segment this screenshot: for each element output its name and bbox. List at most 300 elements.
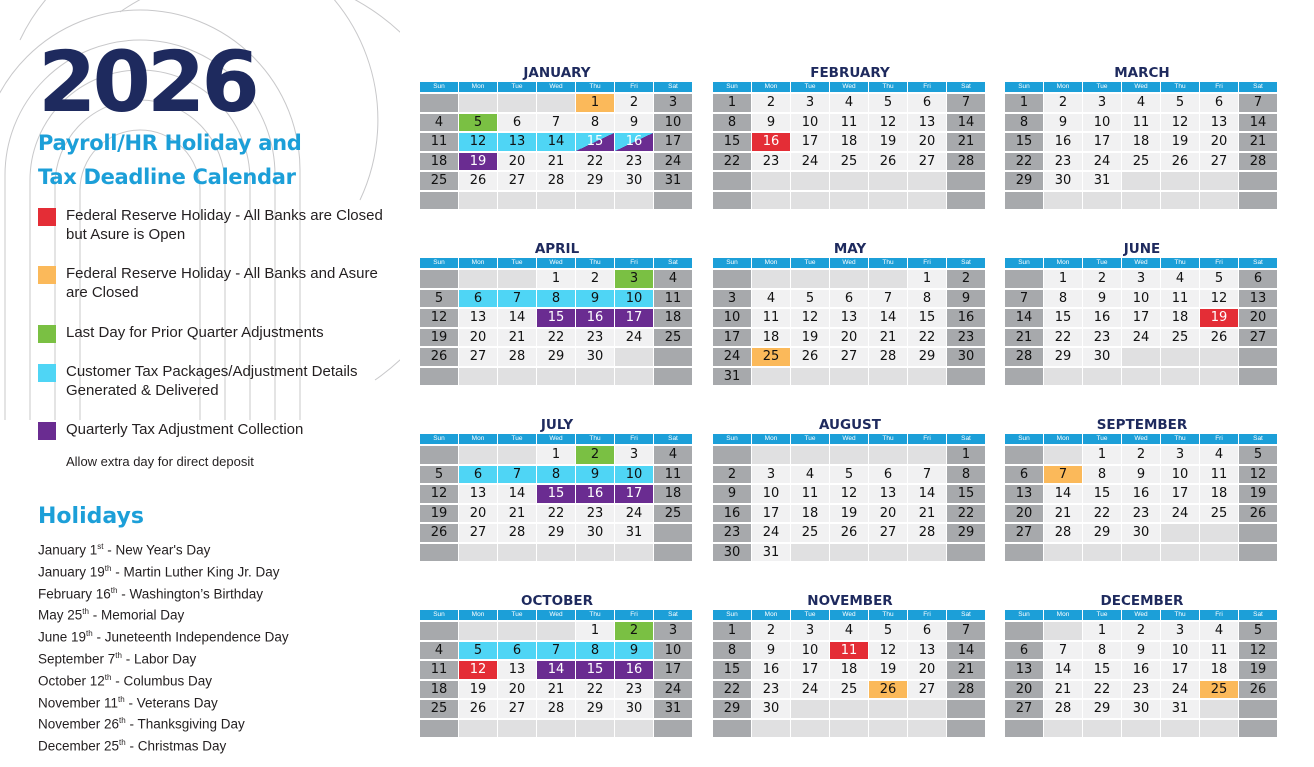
day-cell: 26 <box>1239 505 1277 523</box>
day-cell: 14 <box>1044 661 1082 679</box>
weekday-header: Thu <box>576 434 614 444</box>
day-cell: 17 <box>752 505 790 523</box>
empty-day-cell <box>654 544 692 562</box>
day-cell: 26 <box>459 172 497 190</box>
day-cell: 1 <box>576 94 614 112</box>
day-cell: 15 <box>1083 661 1121 679</box>
empty-day-cell <box>654 368 692 386</box>
day-cell: 22 <box>576 153 614 171</box>
day-cell: 2 <box>1122 622 1160 640</box>
day-cell: 26 <box>459 700 497 718</box>
empty-day-cell <box>459 368 497 386</box>
day-cell: 21 <box>537 153 575 171</box>
year-title: 2026 <box>38 33 256 131</box>
month-title: AUGUST <box>819 417 881 433</box>
day-cell: 16 <box>1044 133 1082 151</box>
day-cell: 28 <box>908 524 946 542</box>
day-cell: 15 <box>576 133 614 151</box>
weekday-header: Mon <box>459 610 497 620</box>
day-cell: 1 <box>947 446 985 464</box>
empty-day-cell <box>830 368 868 386</box>
weekday-header: Wed <box>1122 434 1160 444</box>
day-cell: 16 <box>615 133 653 151</box>
day-cell: 28 <box>947 153 985 171</box>
day-cell: 4 <box>420 642 458 660</box>
day-cell: 8 <box>537 290 575 308</box>
empty-day-cell <box>791 192 829 210</box>
empty-day-cell <box>752 270 790 288</box>
day-cell: 16 <box>1122 485 1160 503</box>
weekday-header: Sun <box>713 610 751 620</box>
weekday-header: Thu <box>869 610 907 620</box>
day-cell: 14 <box>1005 309 1043 327</box>
empty-day-cell <box>1044 446 1082 464</box>
empty-day-cell <box>498 192 536 210</box>
empty-day-cell <box>908 446 946 464</box>
day-cell: 12 <box>420 485 458 503</box>
day-cell: 8 <box>1083 642 1121 660</box>
day-cell: 1 <box>1083 446 1121 464</box>
empty-day-cell <box>1161 172 1199 190</box>
day-cell: 29 <box>947 524 985 542</box>
empty-day-cell <box>1200 720 1238 738</box>
holiday-item <box>38 690 289 712</box>
empty-day-cell <box>752 720 790 738</box>
empty-day-cell <box>830 700 868 718</box>
day-cell: 26 <box>1239 681 1277 699</box>
legend-item-orange <box>38 264 384 302</box>
weekday-header: Mon <box>459 82 497 92</box>
day-cell: 6 <box>459 290 497 308</box>
month-title: MAY <box>833 241 867 257</box>
day-cell: 2 <box>615 622 653 640</box>
day-cell: 3 <box>752 466 790 484</box>
day-cell: 7 <box>537 642 575 660</box>
empty-day-cell <box>1005 192 1043 210</box>
empty-day-cell <box>576 544 614 562</box>
day-cell: 29 <box>1083 524 1121 542</box>
day-cell: 1 <box>713 622 751 640</box>
day-cell: 21 <box>947 661 985 679</box>
empty-day-cell <box>498 368 536 386</box>
day-cell: 30 <box>576 524 614 542</box>
day-cell: 21 <box>1044 681 1082 699</box>
day-cell: 23 <box>947 329 985 347</box>
weekday-header: Fri <box>908 610 946 620</box>
month-title: JUNE <box>1123 241 1161 257</box>
day-cell: 8 <box>908 290 946 308</box>
day-cell: 21 <box>947 133 985 151</box>
weekday-header: Tue <box>498 610 536 620</box>
day-cell: 6 <box>1239 270 1277 288</box>
month-title: OCTOBER <box>521 593 593 609</box>
day-cell: 7 <box>908 466 946 484</box>
empty-day-cell <box>791 720 829 738</box>
day-cell: 30 <box>1083 348 1121 366</box>
holiday-date-suffix: th <box>119 716 126 726</box>
empty-day-cell <box>713 192 751 210</box>
holiday-date-suffix: th <box>118 694 125 704</box>
day-cell: 21 <box>1044 505 1082 523</box>
weekday-header: Tue <box>1083 258 1121 268</box>
day-cell: 5 <box>830 466 868 484</box>
legend-note: Allow extra day for direct deposit <box>66 454 254 469</box>
day-cell: 22 <box>1044 329 1082 347</box>
day-cell: 2 <box>615 94 653 112</box>
day-cell: 2 <box>1044 94 1082 112</box>
weekday-header: Fri <box>908 258 946 268</box>
day-cell: 3 <box>1161 622 1199 640</box>
weekday-header: Thu <box>869 82 907 92</box>
month-day-grid <box>713 82 985 209</box>
day-cell: 26 <box>1200 329 1238 347</box>
day-cell: 19 <box>1239 485 1277 503</box>
empty-day-cell <box>947 368 985 386</box>
day-cell: 11 <box>1161 290 1199 308</box>
empty-day-cell <box>459 720 497 738</box>
day-cell: 12 <box>1161 114 1199 132</box>
day-cell: 20 <box>869 505 907 523</box>
day-cell: 19 <box>420 329 458 347</box>
holiday-item <box>38 668 289 690</box>
empty-day-cell <box>713 172 751 190</box>
day-cell: 15 <box>1044 309 1082 327</box>
empty-day-cell <box>1161 192 1199 210</box>
day-cell: 9 <box>1122 642 1160 660</box>
day-cell: 14 <box>1044 485 1082 503</box>
weekday-header: Sat <box>1239 82 1277 92</box>
holiday-date: September 7 <box>38 651 116 667</box>
day-cell: 6 <box>908 94 946 112</box>
day-cell: 15 <box>908 309 946 327</box>
day-cell: 18 <box>752 329 790 347</box>
day-cell: 9 <box>615 114 653 132</box>
weekday-header: Tue <box>1083 82 1121 92</box>
empty-day-cell <box>537 192 575 210</box>
weekday-header: Sun <box>1005 610 1043 620</box>
empty-day-cell <box>1122 720 1160 738</box>
day-cell: 19 <box>1200 309 1238 327</box>
empty-day-cell <box>1161 348 1199 366</box>
legend-label: Federal Reserve Holiday - All Banks are Closed but Asure is Open <box>66 207 383 243</box>
day-cell: 4 <box>654 270 692 288</box>
day-cell: 3 <box>1122 270 1160 288</box>
day-cell: 30 <box>752 700 790 718</box>
weekday-header: Wed <box>537 434 575 444</box>
day-cell: 6 <box>1005 466 1043 484</box>
empty-day-cell <box>947 172 985 190</box>
day-cell: 16 <box>947 309 985 327</box>
day-cell: 27 <box>459 524 497 542</box>
day-cell: 22 <box>908 329 946 347</box>
day-cell: 24 <box>1161 681 1199 699</box>
day-cell: 23 <box>1122 505 1160 523</box>
weekday-header: Sun <box>1005 258 1043 268</box>
empty-day-cell <box>420 720 458 738</box>
day-cell: 27 <box>498 172 536 190</box>
day-cell: 7 <box>1044 642 1082 660</box>
month-day-grid <box>713 434 985 561</box>
day-cell: 14 <box>869 309 907 327</box>
day-cell: 6 <box>908 622 946 640</box>
day-cell: 3 <box>615 270 653 288</box>
holiday-date: January 19 <box>38 564 105 580</box>
day-cell: 30 <box>615 172 653 190</box>
day-cell: 22 <box>537 329 575 347</box>
day-cell: 28 <box>1239 153 1277 171</box>
month-title: NOVEMBER <box>807 593 893 609</box>
month-day-grid <box>420 82 692 209</box>
day-cell: 25 <box>654 505 692 523</box>
day-cell: 9 <box>1083 290 1121 308</box>
day-cell: 1 <box>537 270 575 288</box>
day-cell: 24 <box>752 524 790 542</box>
empty-day-cell <box>1161 544 1199 562</box>
empty-day-cell <box>752 192 790 210</box>
day-cell: 30 <box>576 348 614 366</box>
empty-day-cell <box>459 94 497 112</box>
day-cell: 24 <box>615 505 653 523</box>
day-cell: 3 <box>654 622 692 640</box>
day-cell: 17 <box>791 661 829 679</box>
empty-day-cell <box>1122 368 1160 386</box>
month-day-grid <box>420 434 692 561</box>
empty-day-cell <box>615 192 653 210</box>
day-cell: 5 <box>459 642 497 660</box>
day-cell: 16 <box>576 485 614 503</box>
holiday-item <box>38 581 289 603</box>
day-cell: 7 <box>1005 290 1043 308</box>
weekday-header: Sat <box>1239 610 1277 620</box>
day-cell: 7 <box>947 622 985 640</box>
empty-day-cell <box>420 94 458 112</box>
empty-day-cell <box>537 544 575 562</box>
month-may <box>713 240 987 400</box>
day-cell: 3 <box>615 446 653 464</box>
empty-day-cell <box>1005 368 1043 386</box>
day-cell: 10 <box>1161 466 1199 484</box>
day-cell: 23 <box>713 524 751 542</box>
legend-label: Federal Reserve Holiday - All Banks and Asure are Closed <box>66 265 378 301</box>
holiday-name: - Veterans Day <box>124 695 218 711</box>
day-cell: 22 <box>1083 505 1121 523</box>
day-cell: 12 <box>1239 466 1277 484</box>
empty-day-cell <box>713 720 751 738</box>
day-cell: 9 <box>752 642 790 660</box>
empty-day-cell <box>576 720 614 738</box>
day-cell: 21 <box>869 329 907 347</box>
day-cell: 13 <box>869 485 907 503</box>
day-cell: 26 <box>830 524 868 542</box>
empty-day-cell <box>615 348 653 366</box>
day-cell: 18 <box>1200 661 1238 679</box>
day-cell: 15 <box>947 485 985 503</box>
weekday-header: Fri <box>1200 434 1238 444</box>
day-cell: 26 <box>791 348 829 366</box>
day-cell: 11 <box>1200 466 1238 484</box>
day-cell: 22 <box>1005 153 1043 171</box>
empty-day-cell <box>1200 368 1238 386</box>
weekday-header: Thu <box>576 258 614 268</box>
month-day-grid <box>1005 610 1277 737</box>
holiday-name: - New Year's Day <box>103 542 211 558</box>
month-title: SEPTEMBER <box>1096 417 1188 433</box>
holiday-date-suffix: th <box>115 650 122 660</box>
day-cell: 8 <box>1083 466 1121 484</box>
day-cell: 3 <box>713 290 751 308</box>
empty-day-cell <box>830 544 868 562</box>
month-october <box>420 592 694 752</box>
weekday-header: Sun <box>420 610 458 620</box>
holiday-date: June 19 <box>38 629 87 645</box>
day-cell: 29 <box>576 700 614 718</box>
day-cell: 28 <box>498 348 536 366</box>
day-cell: 1 <box>1083 622 1121 640</box>
empty-day-cell <box>654 524 692 542</box>
empty-day-cell <box>1239 368 1277 386</box>
empty-day-cell <box>791 700 829 718</box>
empty-day-cell <box>791 172 829 190</box>
empty-day-cell <box>713 270 751 288</box>
legend-swatch <box>38 325 56 343</box>
empty-day-cell <box>1200 544 1238 562</box>
empty-day-cell <box>947 720 985 738</box>
empty-day-cell <box>654 192 692 210</box>
day-cell: 29 <box>576 172 614 190</box>
day-cell: 23 <box>615 153 653 171</box>
empty-day-cell <box>654 348 692 366</box>
empty-day-cell <box>908 192 946 210</box>
day-cell: 6 <box>830 290 868 308</box>
weekday-header: Sun <box>713 434 751 444</box>
day-cell: 4 <box>791 466 829 484</box>
empty-day-cell <box>498 270 536 288</box>
day-cell: 3 <box>1083 94 1121 112</box>
weekday-header: Mon <box>752 258 790 268</box>
day-cell: 19 <box>830 505 868 523</box>
empty-day-cell <box>498 622 536 640</box>
day-cell: 7 <box>1239 94 1277 112</box>
empty-day-cell <box>537 622 575 640</box>
day-cell: 17 <box>615 485 653 503</box>
month-day-grid <box>1005 82 1277 209</box>
day-cell: 29 <box>908 348 946 366</box>
day-cell: 5 <box>1161 94 1199 112</box>
weekday-header: Sat <box>1239 258 1277 268</box>
day-cell: 18 <box>1161 309 1199 327</box>
day-cell: 13 <box>1005 661 1043 679</box>
day-cell: 12 <box>1239 642 1277 660</box>
weekday-header: Thu <box>869 434 907 444</box>
day-cell: 31 <box>654 700 692 718</box>
weekday-header: Fri <box>1200 258 1238 268</box>
day-cell: 29 <box>1044 348 1082 366</box>
empty-day-cell <box>752 446 790 464</box>
day-cell: 14 <box>1239 114 1277 132</box>
day-cell: 14 <box>537 661 575 679</box>
weekday-header: Thu <box>576 82 614 92</box>
day-cell: 12 <box>459 661 497 679</box>
day-cell: 18 <box>420 153 458 171</box>
weekday-header: Wed <box>537 82 575 92</box>
weekday-header: Wed <box>1122 258 1160 268</box>
day-cell: 5 <box>420 466 458 484</box>
day-cell: 4 <box>830 622 868 640</box>
day-cell: 8 <box>576 642 614 660</box>
day-cell: 16 <box>713 505 751 523</box>
weekday-header: Tue <box>1083 610 1121 620</box>
empty-day-cell <box>1239 700 1277 718</box>
weekday-header: Tue <box>791 434 829 444</box>
weekday-header: Mon <box>1044 434 1082 444</box>
month-april <box>420 240 694 400</box>
empty-day-cell <box>1239 720 1277 738</box>
day-cell: 15 <box>713 133 751 151</box>
month-title: JULY <box>540 417 574 433</box>
day-cell: 12 <box>1200 290 1238 308</box>
day-cell: 20 <box>830 329 868 347</box>
month-september <box>1005 416 1279 576</box>
holiday-item <box>38 537 289 559</box>
day-cell: 24 <box>1122 329 1160 347</box>
day-cell: 10 <box>654 642 692 660</box>
day-cell: 16 <box>1122 661 1160 679</box>
empty-day-cell <box>1122 172 1160 190</box>
holiday-date-suffix: th <box>82 607 89 617</box>
day-cell: 20 <box>459 329 497 347</box>
month-july <box>420 416 694 576</box>
day-cell: 27 <box>1239 329 1277 347</box>
empty-day-cell <box>498 544 536 562</box>
holidays-title: Holidays <box>38 504 144 529</box>
day-cell: 5 <box>869 94 907 112</box>
day-cell: 8 <box>713 642 751 660</box>
day-cell: 24 <box>791 153 829 171</box>
day-cell: 12 <box>830 485 868 503</box>
day-cell: 9 <box>752 114 790 132</box>
empty-day-cell <box>1239 544 1277 562</box>
day-cell: 31 <box>752 544 790 562</box>
day-cell: 10 <box>654 114 692 132</box>
weekday-header: Sun <box>1005 82 1043 92</box>
day-cell: 5 <box>459 114 497 132</box>
day-cell: 29 <box>537 524 575 542</box>
month-february <box>713 64 987 224</box>
empty-day-cell <box>537 720 575 738</box>
day-cell: 27 <box>459 348 497 366</box>
empty-day-cell <box>869 172 907 190</box>
empty-day-cell <box>459 446 497 464</box>
day-cell: 10 <box>1083 114 1121 132</box>
day-cell: 25 <box>752 348 790 366</box>
day-cell: 2 <box>576 270 614 288</box>
empty-day-cell <box>830 192 868 210</box>
day-cell: 13 <box>498 133 536 151</box>
weekday-header: Mon <box>752 610 790 620</box>
day-cell: 10 <box>713 309 751 327</box>
day-cell: 1 <box>1044 270 1082 288</box>
empty-day-cell <box>459 544 497 562</box>
day-cell: 10 <box>791 642 829 660</box>
weekday-header: Fri <box>615 434 653 444</box>
month-day-grid <box>713 258 985 385</box>
day-cell: 18 <box>420 681 458 699</box>
day-cell: 2 <box>1122 446 1160 464</box>
weekday-header: Thu <box>576 610 614 620</box>
day-cell: 28 <box>537 700 575 718</box>
day-cell: 2 <box>752 94 790 112</box>
empty-day-cell <box>869 192 907 210</box>
